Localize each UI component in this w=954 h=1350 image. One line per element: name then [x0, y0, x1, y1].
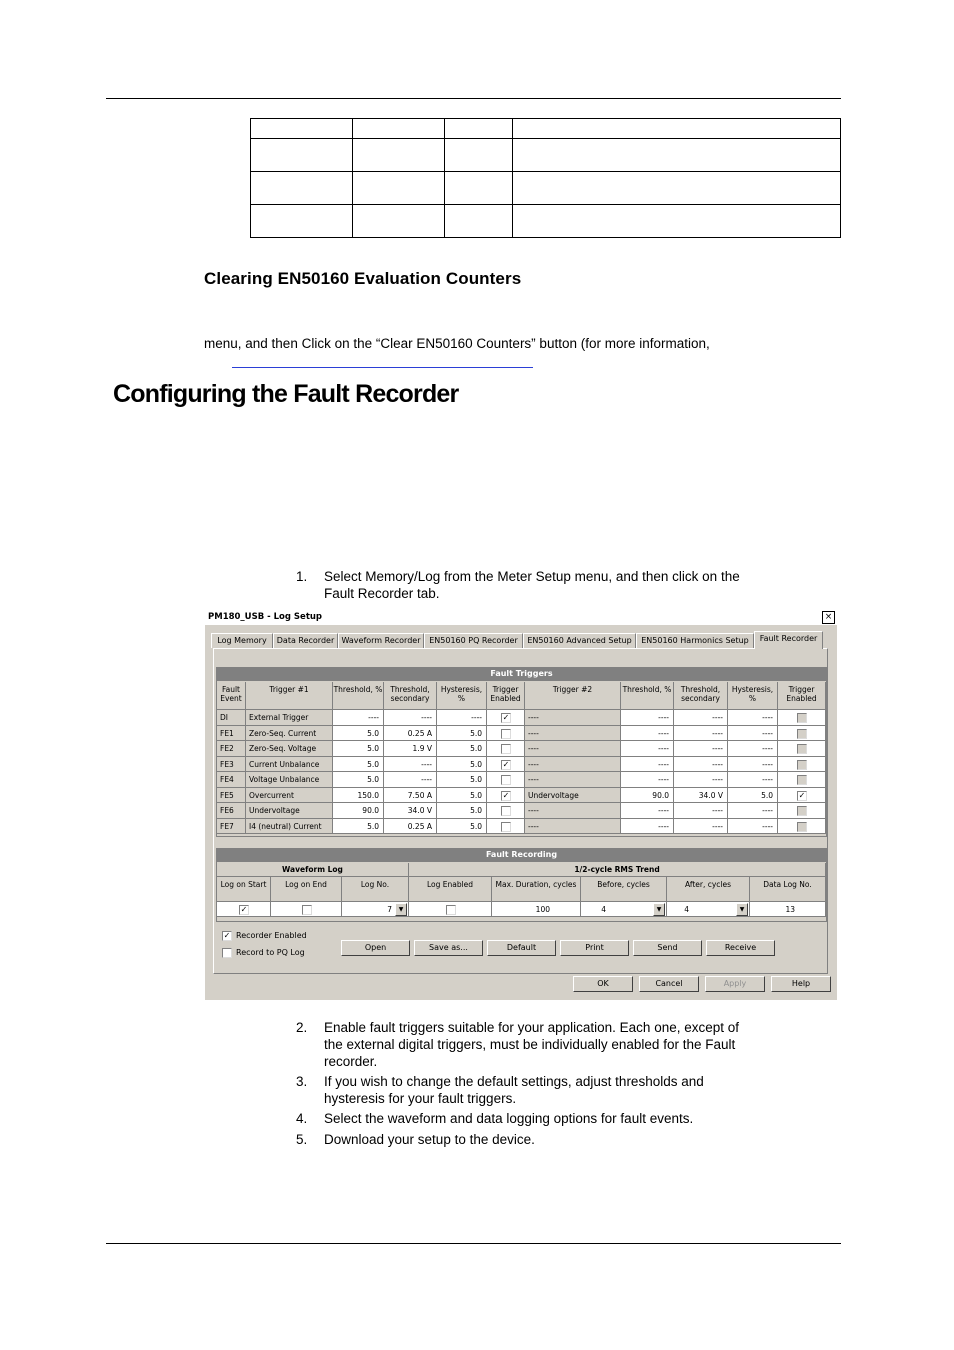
trigger-enabled-checkbox[interactable]: ✓: [502, 713, 510, 722]
trigger-2-cell[interactable]: ----: [525, 757, 621, 773]
trigger-enabled-checkbox[interactable]: [797, 822, 807, 832]
trigger-enabled-checkbox[interactable]: ✓: [502, 790, 510, 800]
trigger-enabled-checkbox[interactable]: ✓: [798, 790, 806, 800]
trigger-enabled-cell: [778, 710, 826, 726]
value-cell[interactable]: ----: [621, 803, 674, 819]
trigger-enabled-cell: [778, 803, 826, 819]
trigger-enabled-checkbox[interactable]: ✓: [502, 759, 510, 769]
data-log-no-value[interactable]: [750, 902, 826, 917]
value-cell[interactable]: ----: [333, 710, 384, 726]
value-cell[interactable]: ----: [728, 726, 778, 742]
fault-recording-group: [216, 848, 827, 922]
chevron-down-icon[interactable]: ▼: [395, 903, 407, 916]
receive-button[interactable]: Receive: [706, 940, 775, 956]
header-data-log-no: Data Log No.: [750, 877, 826, 902]
value-cell[interactable]: 0.25 A: [384, 726, 437, 742]
fault-recording-title: Fault Recording: [217, 849, 826, 862]
trigger-enabled-cell: [778, 757, 826, 773]
fault-event-cell: FE2: [217, 741, 246, 757]
trigger-enabled-cell: [778, 741, 826, 757]
trigger-2-cell[interactable]: ----: [525, 772, 621, 788]
value-cell[interactable]: ----: [728, 757, 778, 773]
value-cell[interactable]: ----: [384, 757, 437, 773]
value-cell[interactable]: ----: [384, 772, 437, 788]
rms-trend-header: 1/2-cycle RMS Trend: [409, 863, 826, 877]
fault-event-cell: FE4: [217, 772, 246, 788]
header-max-duration: Max. Duration, cycles: [492, 877, 581, 902]
step-number: 4.: [296, 1111, 308, 1126]
log-on-start-checkbox[interactable]: ✓: [240, 905, 248, 914]
step-number: 1.: [296, 569, 308, 584]
value-cell[interactable]: 5.0: [333, 741, 384, 757]
value-cell[interactable]: ----: [728, 741, 778, 757]
step-text: Select Memory/Log from the Meter Setup menu, and then click on the Fault Recorder tab.: [324, 569, 740, 601]
value-cell[interactable]: 5.0: [333, 772, 384, 788]
fault-event-cell: FE3: [217, 757, 246, 773]
recorder-enabled-checkbox[interactable]: ✓: [223, 931, 231, 940]
value-cell[interactable]: 5.0: [437, 772, 487, 788]
trigger-2-cell[interactable]: ----: [525, 819, 621, 835]
header-hysteresis-2: Hysteresis, %: [728, 682, 778, 710]
value-cell[interactable]: 90.0: [621, 788, 674, 804]
after-cycles-value[interactable]: [667, 902, 750, 917]
value-cell[interactable]: 5.0: [333, 819, 384, 835]
value-cell[interactable]: 0.25 A: [384, 819, 437, 835]
header-after-cycles: After, cycles: [667, 877, 750, 902]
value-cell[interactable]: 5.0: [437, 803, 487, 819]
value-cell[interactable]: ----: [621, 741, 674, 757]
trigger-2-cell[interactable]: ----: [525, 710, 621, 726]
header-log-on-end: Log on End: [271, 877, 342, 902]
header-trigger-1: Trigger #1: [246, 682, 333, 710]
value-cell[interactable]: ----: [728, 803, 778, 819]
value-cell[interactable]: ----: [621, 819, 674, 835]
tab-en50160-advanced-setup[interactable]: EN50160 Advanced Setup: [523, 633, 636, 648]
value-cell[interactable]: ----: [674, 726, 728, 742]
value-cell[interactable]: 5.0: [437, 819, 487, 835]
recorder-enabled-label: Recorder Enabled: [236, 931, 307, 940]
value-cell[interactable]: ----: [621, 772, 674, 788]
fault-event-cell: FE7: [217, 819, 246, 835]
value-cell[interactable]: 34.0 V: [384, 803, 437, 819]
chevron-down-icon[interactable]: ▼: [653, 903, 665, 916]
header-log-enabled: Log Enabled: [409, 877, 492, 902]
value-cell[interactable]: ----: [437, 710, 487, 726]
header-threshold-secondary: Threshold, secondary: [384, 682, 437, 710]
header-log-no: Log No.: [342, 877, 409, 902]
trigger-enabled-checkbox[interactable]: [501, 822, 511, 832]
value-cell[interactable]: 5.0: [437, 726, 487, 742]
waveform-log-header: Waveform Log: [217, 863, 409, 877]
dialog-titlebar: [205, 609, 837, 625]
max-duration-value[interactable]: [492, 902, 581, 917]
fault-event-cell: FE6: [217, 803, 246, 819]
before-cycles-text: 4: [601, 905, 606, 914]
open-button[interactable]: Open: [341, 940, 410, 956]
tab-waveform-recorder[interactable]: Waveform Recorder: [338, 633, 424, 648]
cancel-button[interactable]: Cancel: [639, 976, 699, 992]
value-cell[interactable]: ----: [621, 757, 674, 773]
log-on-end-value[interactable]: [271, 902, 342, 917]
value-cell[interactable]: 150.0: [333, 788, 384, 804]
value-cell[interactable]: ----: [384, 710, 437, 726]
value-cell[interactable]: 34.0 V: [674, 788, 728, 804]
value-cell[interactable]: ----: [674, 741, 728, 757]
trigger-1-cell[interactable]: Voltage Unbalance: [246, 772, 333, 788]
trigger-enabled-cell: [487, 757, 525, 773]
section-heading: Clearing EN50160 Evaluation Counters: [204, 269, 522, 288]
trigger-2-cell[interactable]: ----: [525, 741, 621, 757]
step-number: 5.: [296, 1132, 308, 1147]
value-cell[interactable]: ----: [728, 819, 778, 835]
tab-en50160-harmonics-setup[interactable]: EN50160 Harmonics Setup: [636, 633, 754, 648]
trigger-enabled-checkbox[interactable]: [797, 760, 807, 770]
value-cell[interactable]: 7.50 A: [384, 788, 437, 804]
value-cell[interactable]: 5.0: [333, 757, 384, 773]
trigger-enabled-cell: [487, 741, 525, 757]
trigger-enabled-checkbox[interactable]: [797, 729, 807, 739]
save-as-button[interactable]: Save as...: [414, 940, 483, 956]
value-cell[interactable]: ----: [728, 772, 778, 788]
trigger-1-cell[interactable]: Zero-Seq. Voltage: [246, 741, 333, 757]
log-enabled-checkbox[interactable]: [446, 905, 456, 915]
tab-fault-recorder[interactable]: Fault Recorder: [754, 631, 823, 649]
step-number: 3.: [296, 1074, 308, 1089]
trigger-enabled-checkbox[interactable]: [797, 744, 807, 754]
value-cell[interactable]: 1.9 V: [384, 741, 437, 757]
trigger-enabled-cell: [487, 772, 525, 788]
trigger-enabled-cell: [778, 819, 826, 835]
send-button[interactable]: Send: [633, 940, 702, 956]
trigger-enabled-cell: [778, 788, 826, 804]
header-hysteresis: Hysteresis, %: [437, 682, 487, 710]
log-setup-dialog: [205, 609, 837, 1000]
step-number: 2.: [296, 1020, 308, 1035]
header-trigger-2: Trigger #2: [525, 682, 621, 710]
record-to-pq-checkbox[interactable]: [222, 948, 232, 958]
fault-event-cell: FE1: [217, 726, 246, 742]
value-cell[interactable]: ----: [674, 819, 728, 835]
step-text: Download your setup to the device.: [324, 1132, 535, 1147]
trigger-1-cell[interactable]: External Trigger: [246, 710, 333, 726]
page-heading: Configuring the Fault Recorder: [113, 380, 459, 408]
print-button[interactable]: Print: [560, 940, 629, 956]
step-text: Select the waveform and data logging options for fault events.: [324, 1111, 694, 1126]
value-cell[interactable]: ----: [674, 757, 728, 773]
trigger-enabled-checkbox[interactable]: [797, 713, 807, 723]
close-icon[interactable]: ×: [822, 611, 835, 624]
value-cell[interactable]: 5.0: [333, 726, 384, 742]
fault-triggers-group: [216, 667, 827, 837]
value-cell[interactable]: ----: [728, 710, 778, 726]
trigger-2-cell[interactable]: ----: [525, 803, 621, 819]
body-text: menu, and then Click on the “Clear EN50160 Counters” button (for more information,: [204, 336, 710, 351]
trigger-enabled-checkbox[interactable]: [501, 729, 511, 739]
header-log-on-start: Log on Start: [217, 877, 271, 902]
top-table: [250, 118, 841, 238]
value-cell[interactable]: ----: [674, 803, 728, 819]
log-on-start-value[interactable]: [217, 902, 271, 917]
value-cell[interactable]: ----: [621, 710, 674, 726]
header-trigger-enabled-2: Trigger Enabled: [778, 682, 826, 710]
trigger-enabled-checkbox[interactable]: [501, 806, 511, 816]
log-enabled-value[interactable]: [409, 902, 492, 917]
trigger-enabled-checkbox[interactable]: [797, 775, 807, 785]
trigger-enabled-cell: [487, 788, 525, 804]
fault-event-cell: DI: [217, 710, 246, 726]
step-text: Enable fault triggers suitable for your application. Each one, except of the external digital triggers, must be individually enabled for the Fault recorder.: [324, 1020, 739, 1069]
log-no-value[interactable]: [342, 902, 409, 917]
trigger-2-cell[interactable]: ----: [525, 726, 621, 742]
trigger-enabled-cell: [487, 710, 525, 726]
header-threshold-pct-2: Threshold, %: [621, 682, 674, 710]
value-cell[interactable]: 5.0: [437, 757, 487, 773]
header-fault-event: Fault Event: [217, 682, 246, 710]
header-threshold-pct: Threshold, %: [333, 682, 384, 710]
trigger-enabled-checkbox[interactable]: [501, 775, 511, 785]
trigger-enabled-cell: [487, 803, 525, 819]
trigger-1-cell[interactable]: Overcurrent: [246, 788, 333, 804]
trigger-1-cell[interactable]: Current Unbalance: [246, 757, 333, 773]
log-no-text: 7: [387, 905, 392, 914]
tab-log-memory[interactable]: Log Memory: [211, 633, 273, 648]
tab-data-recorder[interactable]: Data Recorder: [273, 633, 338, 648]
header-threshold-secondary-2: Threshold, secondary: [674, 682, 728, 710]
record-to-pq-label: Record to PQ Log: [236, 948, 305, 957]
before-cycles-value[interactable]: [581, 902, 667, 917]
header-trigger-enabled: Trigger Enabled: [487, 682, 525, 710]
fault-recorder-panel: [213, 648, 828, 974]
tab-en50160-pq-recorder[interactable]: EN50160 PQ Recorder: [424, 633, 523, 648]
footer-rule: [106, 1243, 841, 1244]
trigger-enabled-checkbox[interactable]: [501, 744, 511, 754]
default-button[interactable]: Default: [487, 940, 556, 956]
fault-triggers-title: Fault Triggers: [217, 668, 826, 681]
trigger-enabled-cell: [487, 819, 525, 835]
value-cell[interactable]: ----: [621, 726, 674, 742]
data-log-no-text: 13: [785, 905, 795, 914]
trigger-enabled-checkbox[interactable]: [797, 806, 807, 816]
value-cell[interactable]: ----: [674, 772, 728, 788]
fault-event-cell: FE5: [217, 788, 246, 804]
value-cell[interactable]: 5.0: [728, 788, 778, 804]
dialog-title: PM180_USB - Log Setup: [208, 612, 323, 622]
log-on-end-checkbox[interactable]: [302, 905, 312, 915]
trigger-1-cell[interactable]: Undervoltage: [246, 803, 333, 819]
after-cycles-text: 4: [684, 905, 689, 914]
value-cell[interactable]: ----: [674, 710, 728, 726]
apply-button[interactable]: Apply: [705, 976, 765, 992]
value-cell[interactable]: 5.0: [437, 741, 487, 757]
help-button[interactable]: Help: [771, 976, 831, 992]
value-cell[interactable]: 90.0: [333, 803, 384, 819]
trigger-2-cell[interactable]: Undervoltage: [525, 788, 621, 804]
trigger-1-cell[interactable]: Zero-Seq. Current: [246, 726, 333, 742]
value-cell[interactable]: 5.0: [437, 788, 487, 804]
header-before-cycles: Before, cycles: [581, 877, 667, 902]
chevron-down-icon[interactable]: ▼: [736, 903, 748, 916]
trigger-enabled-cell: [487, 726, 525, 742]
trigger-enabled-cell: [778, 772, 826, 788]
hyperlink-underline[interactable]: [232, 367, 533, 368]
trigger-1-cell[interactable]: I4 (neutral) Current: [246, 819, 333, 835]
trigger-enabled-cell: [778, 726, 826, 742]
header-rule: [106, 98, 841, 99]
step-text: If you wish to change the default settings, adjust thresholds and hysteresis for your fault triggers.: [324, 1074, 704, 1106]
ok-button[interactable]: OK: [573, 976, 633, 992]
max-duration-text: 100: [535, 905, 550, 914]
